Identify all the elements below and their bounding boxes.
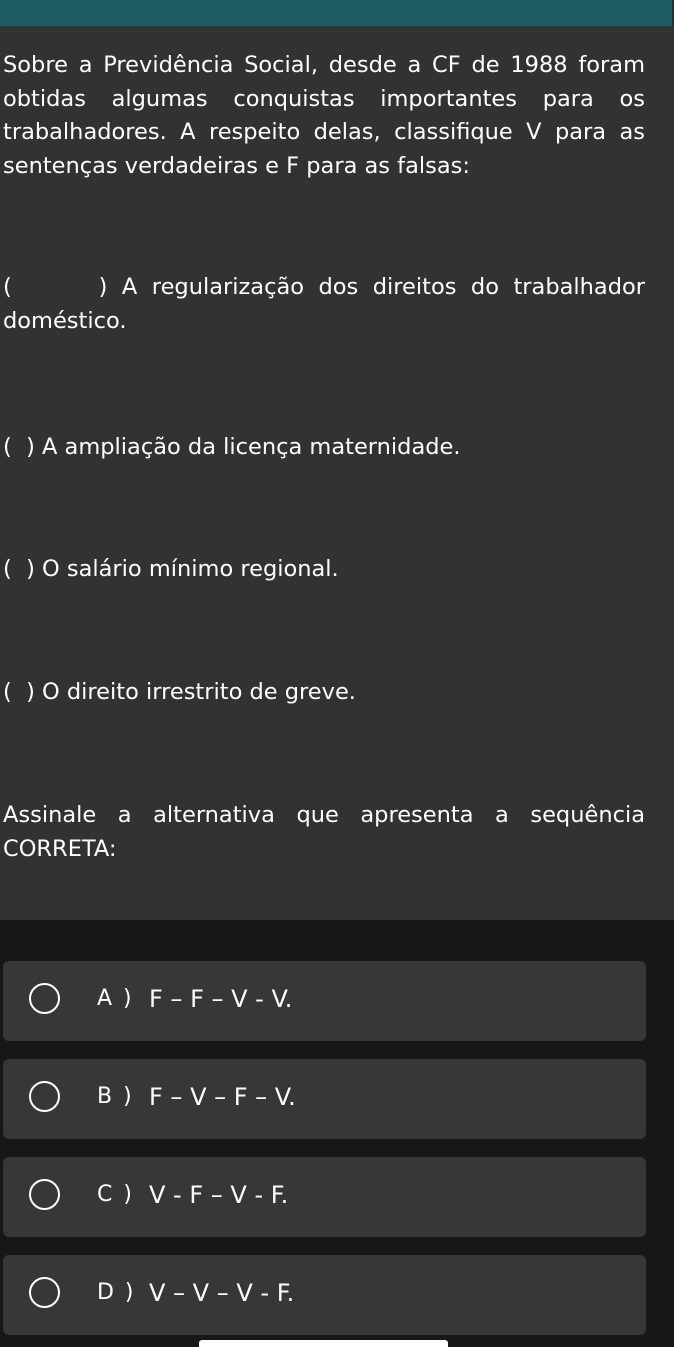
statement-2: ( ) A ampliação da licença maternidade. [3,434,461,460]
option-text: V – V – V - F. [149,1279,295,1307]
option-b[interactable] [3,1059,646,1139]
radio-icon[interactable] [29,1179,60,1210]
option-letter: C ) [97,1182,134,1207]
option-c[interactable] [3,1157,646,1237]
radio-icon[interactable] [29,983,60,1014]
statement-1: ( ) A regularização dos direitos do trabalhador doméstico. [3,274,653,334]
top-bar [0,0,674,26]
radio-icon[interactable] [29,1277,60,1308]
statement-3: ( ) O salário mínimo regional. [3,556,339,582]
option-a[interactable] [3,961,646,1041]
option-letter: B ) [97,1084,134,1109]
home-indicator [199,1340,448,1347]
option-d[interactable] [3,1255,646,1335]
question-card [0,26,674,920]
radio-icon[interactable] [29,1081,60,1112]
question-instruction: Assinale a alternativa que apresenta a sequência CORRETA: [3,802,645,862]
question-intro: Sobre a Previdência Social, desde a CF de 1988 foram obtidas algumas conquistas importantes para os trabalhadores. A respeito delas, classifique V para as sentenças verdadeiras e F para as falsas: [3,52,645,179]
option-text: V - F – V - F. [149,1181,289,1209]
option-text: F – V – F – V. [149,1083,296,1111]
option-text: F – F – V - V. [149,985,293,1013]
option-letter: D ) [97,1280,136,1305]
statement-4: ( ) O direito irrestrito de greve. [3,679,356,705]
option-letter: A ) [97,986,134,1011]
